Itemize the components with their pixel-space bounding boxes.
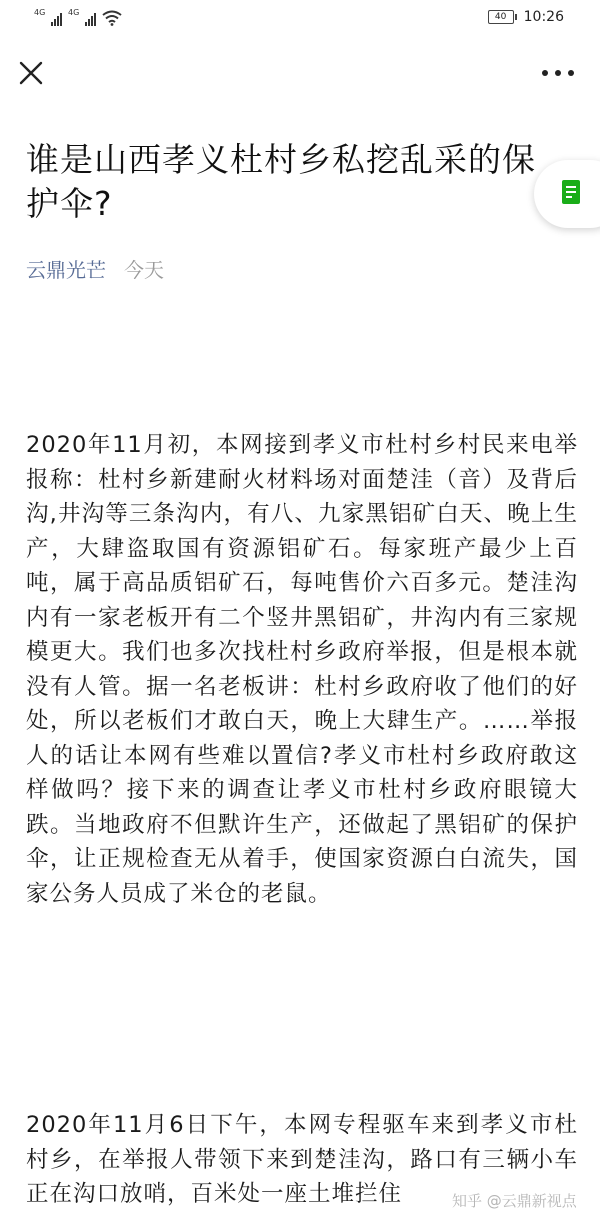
article-paragraph: 2020年11月6日下午，本网专程驱车来到孝义市杜村乡，在举报人带领下来到楚洼沟，路口有三辆小车正在沟口放哨，百米处一座土堆拦住	[26, 1112, 578, 1207]
article-title: 谁是山西孝义杜村乡私挖乱采的保护伞?	[26, 140, 536, 223]
signal-icon	[68, 10, 96, 26]
wifi-icon	[102, 10, 122, 26]
document-icon	[562, 180, 580, 204]
status-bar	[0, 0, 600, 38]
watermark: 知乎 @云鼎新视点	[452, 1192, 577, 1210]
publish-date: 今天	[124, 258, 164, 282]
network-type-label: 4G	[68, 8, 80, 17]
more-dots-icon	[542, 70, 548, 76]
status-right	[488, 9, 564, 25]
article-paragraph: 2020年11月初，本网接到孝义市杜村乡村民来电举报称：杜村乡新建耐火材料场对面楚洼（音）及背后沟,井沟等三条沟内，有八、九家黑铝矿白天、晚上生产，大肆盗取国有资源铝矿石。每家班产最少上百吨，属于高品质铝矿石，每吨售价六百多元。楚洼沟内有一家老板开有二个竖井黑铝矿，井沟内有三家规模更大。我们也多次找杜村乡政府举报，但是根本就没有人管。据一名老板讲：杜村乡政府收了他们的好处，所以老板们才敢白天，晚上大肆生产。……举报人的话让本网有些难以置信?孝义市杜村乡政府敢这样做吗？接下来的调查让孝义市杜村乡政府眼镜大跌。当地政府不但默许生产，还做起了黑铝矿的保护伞，让正规检查无从着手，使国家资源白白流失，国家公务人员成了米仓的老鼠。	[26, 432, 578, 907]
more-button[interactable]	[542, 66, 574, 80]
floating-document-button[interactable]	[534, 160, 600, 228]
network-type-label: 4G	[34, 8, 46, 17]
status-left	[34, 10, 122, 26]
clock: 10:26	[523, 9, 564, 25]
signal-icon	[34, 10, 62, 26]
author-link[interactable]: 云鼎光芒	[26, 258, 106, 282]
article-meta	[26, 254, 164, 283]
battery-icon: 40	[488, 10, 514, 24]
close-button[interactable]	[18, 60, 44, 86]
close-icon	[18, 60, 44, 86]
nav-bar	[0, 38, 600, 108]
